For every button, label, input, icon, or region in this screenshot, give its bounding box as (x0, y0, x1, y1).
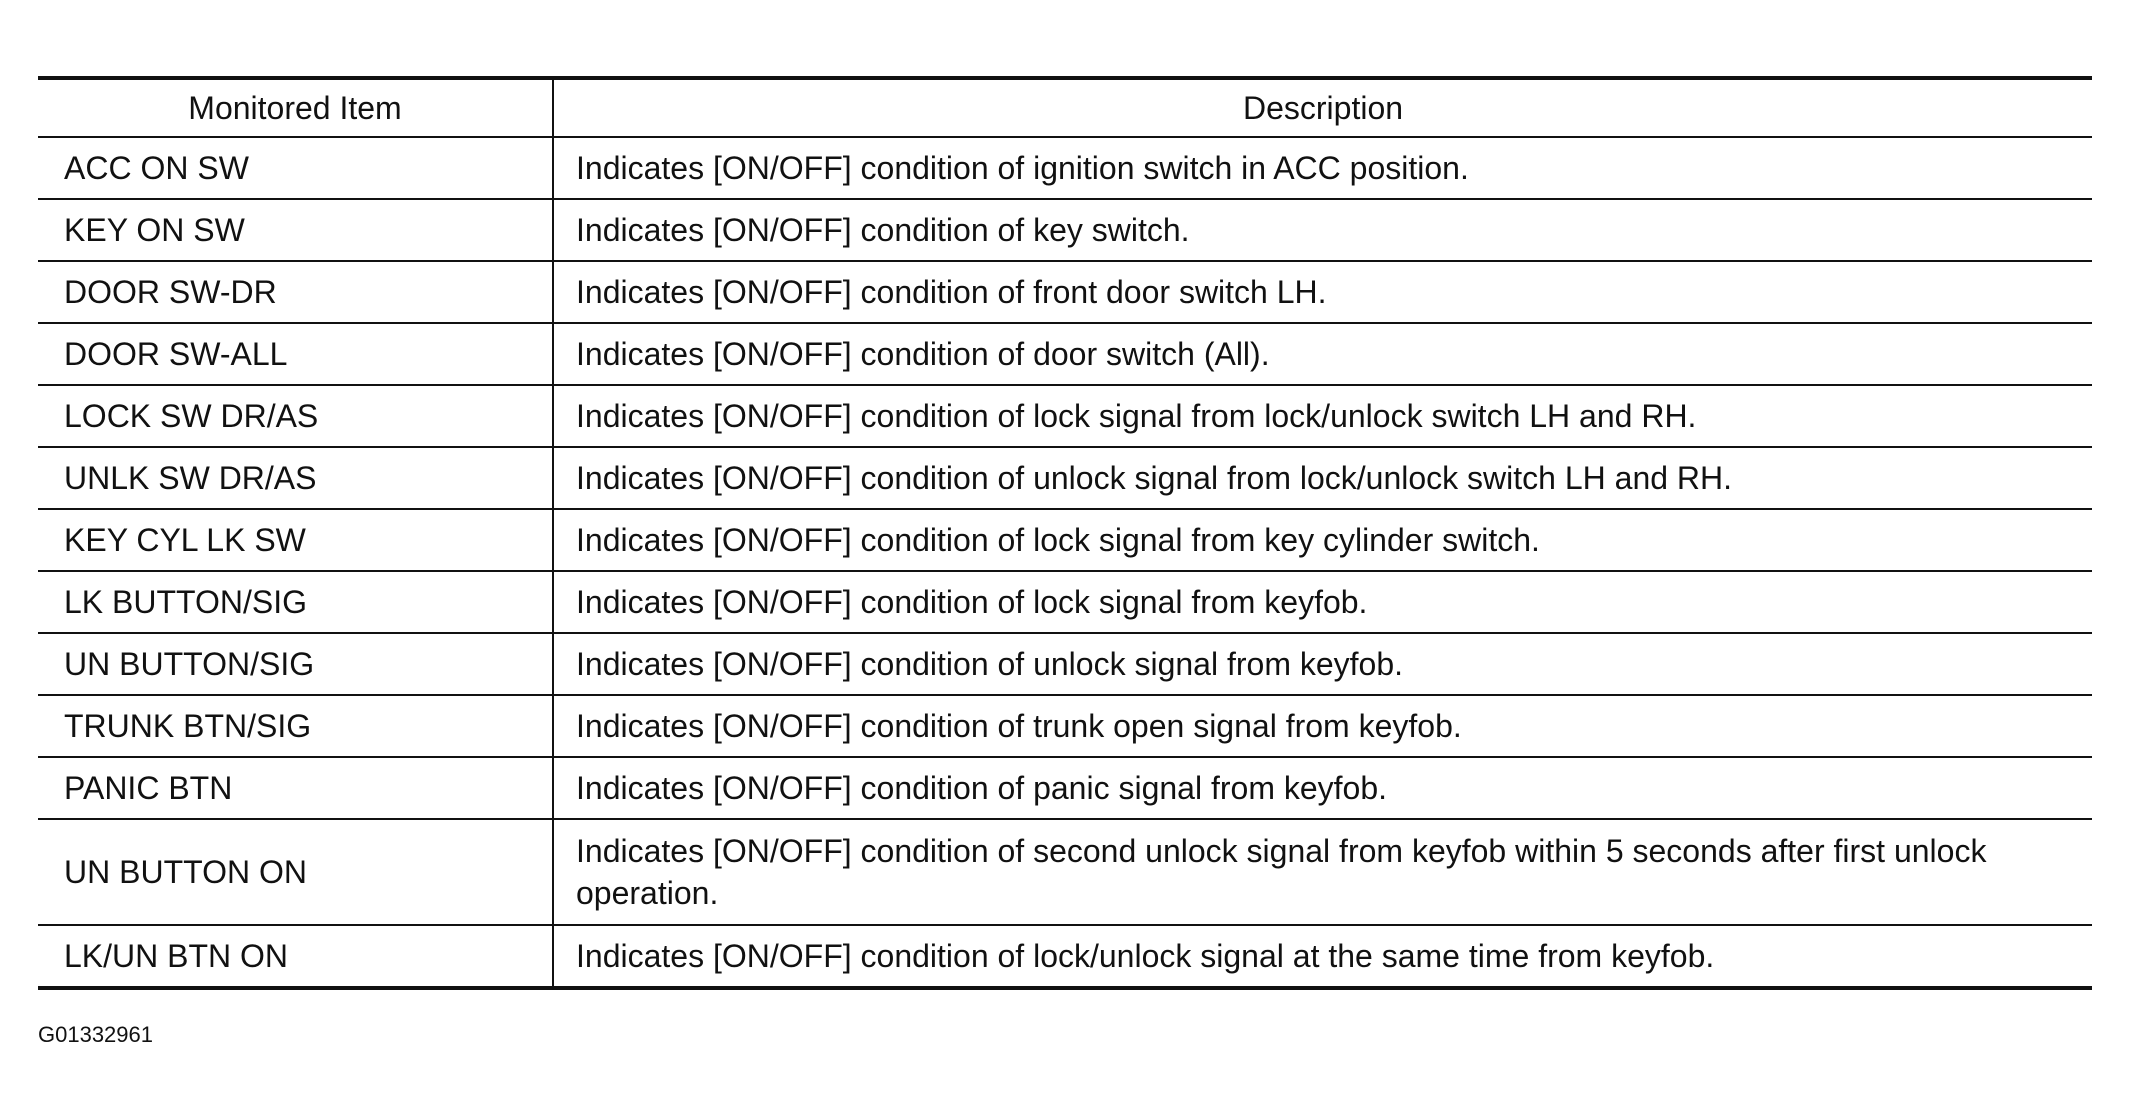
figure-id: G01332961 (38, 1022, 153, 1047)
table-row (38, 261, 2092, 323)
description-cell: Indicates [ON/OFF] condition of front door switch LH. (576, 274, 1327, 310)
description-cell: Indicates [ON/OFF] condition of lock/unlock signal at the same time from keyfob. (576, 938, 1715, 974)
table-header (38, 78, 2092, 137)
header-description: Description (1242, 89, 1404, 126)
monitored-item-cell: LOCK SW DR/AS (38, 385, 553, 447)
table-row (38, 323, 2092, 385)
header-row (38, 78, 2092, 137)
monitored-item-cell: KEY CYL LK SW (38, 509, 553, 571)
description-cell: Indicates [ON/OFF] condition of unlock signal from keyfob. (576, 646, 1404, 682)
monitored-item-cell: UNLK SW DR/AS (38, 447, 553, 509)
description-cell: Indicates [ON/OFF] condition of lock signal from keyfob. (576, 584, 1368, 620)
description-cell: Indicates [ON/OFF] condition of trunk open signal from keyfob. (576, 708, 1462, 744)
table-row (38, 757, 2092, 819)
description-cell: Indicates [ON/OFF] condition of key switch. (576, 212, 1190, 248)
monitored-items-table (38, 76, 2092, 990)
header-monitored-item: Monitored Item (38, 78, 553, 137)
monitored-item-cell: TRUNK BTN/SIG (38, 695, 553, 757)
table-row (38, 509, 2092, 571)
monitored-item-cell: UN BUTTON ON (38, 819, 553, 925)
table-row (38, 695, 2092, 757)
table-row (38, 819, 2092, 925)
table-row (38, 447, 2092, 509)
description-cell: Indicates [ON/OFF] condition of panic signal from keyfob. (576, 770, 1388, 806)
description-cell: Indicates [ON/OFF] condition of second unlock signal from keyfob within 5 seconds after first unlock operation. (576, 833, 1987, 911)
description-cell: Indicates [ON/OFF] condition of unlock signal from lock/unlock switch LH and RH. (576, 460, 1733, 496)
monitored-item-cell: LK/UN BTN ON (38, 925, 553, 988)
monitored-item-cell: UN BUTTON/SIG (38, 633, 553, 695)
table-row (38, 925, 2092, 988)
table-row (38, 199, 2092, 261)
description-cell: Indicates [ON/OFF] condition of lock signal from lock/unlock switch LH and RH. (576, 398, 1697, 434)
table-body (38, 137, 2092, 988)
monitored-item-cell: ACC ON SW (38, 137, 553, 199)
table-row (38, 385, 2092, 447)
monitored-item-cell: KEY ON SW (38, 199, 553, 261)
table-row (38, 571, 2092, 633)
monitored-item-cell: DOOR SW-DR (38, 261, 553, 323)
description-cell: Indicates [ON/OFF] condition of ignition switch in ACC position. (576, 150, 1469, 186)
monitored-item-cell: LK BUTTON/SIG (38, 571, 553, 633)
description-cell: Indicates [ON/OFF] condition of lock signal from key cylinder switch. (576, 522, 1540, 558)
description-cell: Indicates [ON/OFF] condition of door switch (All). (576, 336, 1270, 372)
monitored-item-cell: PANIC BTN (38, 757, 553, 819)
table-row (38, 137, 2092, 199)
monitored-item-cell: DOOR SW-ALL (38, 323, 553, 385)
table-row (38, 633, 2092, 695)
